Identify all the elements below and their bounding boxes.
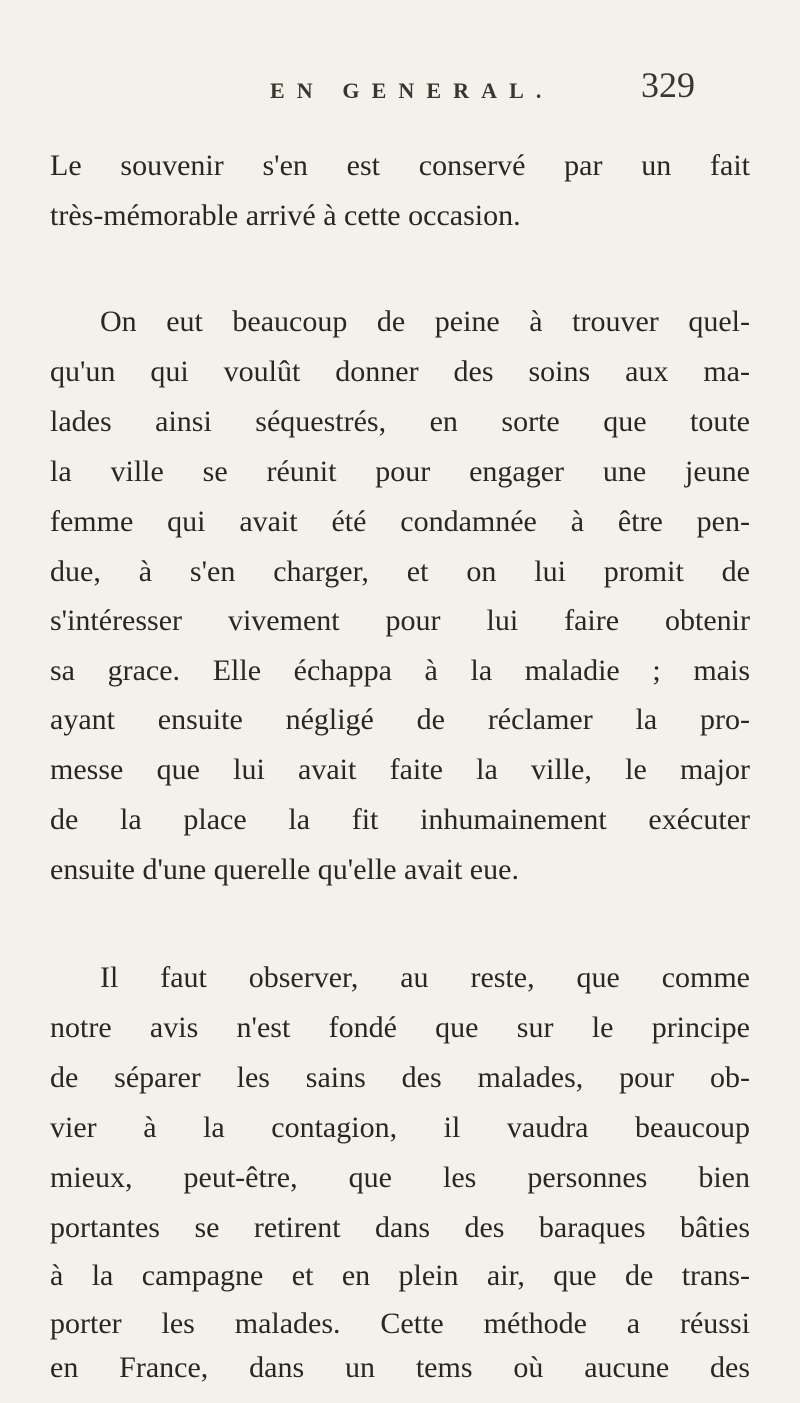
text-line: la ville se réunit pour engager une jeune bbox=[50, 455, 750, 488]
text-line: de la place la fit inhumainement exécuter bbox=[50, 803, 750, 836]
text-line: femme qui avait été condamnée à être pen- bbox=[50, 505, 750, 538]
text-line: vier à la contagion, il vaudra beaucoup bbox=[50, 1111, 750, 1144]
running-head bbox=[270, 70, 570, 110]
text-line: messe que lui avait faite la ville, le major bbox=[50, 753, 750, 786]
text-line: mieux, peut-être, que les personnes bien bbox=[50, 1161, 750, 1194]
text-line: Le souvenir s'en est conservé par un fait bbox=[50, 149, 750, 182]
text-line: s'intéresser vivement pour lui faire obtenir bbox=[50, 604, 750, 637]
text-line: ensuite d'une querelle qu'elle avait eue. bbox=[50, 853, 519, 886]
text-line: de séparer les sains des malades, pour ob- bbox=[50, 1061, 750, 1094]
page-number: 329 bbox=[641, 65, 695, 105]
text-line: notre avis n'est fondé que sur le principe bbox=[50, 1011, 750, 1044]
text-line: due, à s'en charger, et on lui promit de bbox=[50, 555, 750, 588]
text-line: portantes se retirent dans des baraques bâties bbox=[50, 1211, 750, 1244]
text-line: sa grace. Elle échappa à la maladie ; mais bbox=[50, 654, 750, 687]
running-title: EN GENERAL. bbox=[270, 78, 554, 103]
text-line: en France, dans un tems où aucune des bbox=[50, 1351, 750, 1384]
text-line: à la campagne et en plein air, que de trans- bbox=[50, 1259, 750, 1292]
text-line: porter les malades. Cette méthode a réussi bbox=[50, 1307, 750, 1340]
text-line: Il faut observer, au reste, que comme bbox=[100, 961, 750, 994]
text-line: qu'un qui voulût donner des soins aux ma- bbox=[50, 355, 750, 388]
text-line: On eut beaucoup de peine à trouver quel- bbox=[100, 305, 750, 338]
text-line: ayant ensuite négligé de réclamer la pro- bbox=[50, 703, 750, 736]
text-line: lades ainsi séquestrés, en sorte que toute bbox=[50, 405, 750, 438]
text-line: très-mémorable arrivé à cette occasion. bbox=[50, 199, 521, 232]
